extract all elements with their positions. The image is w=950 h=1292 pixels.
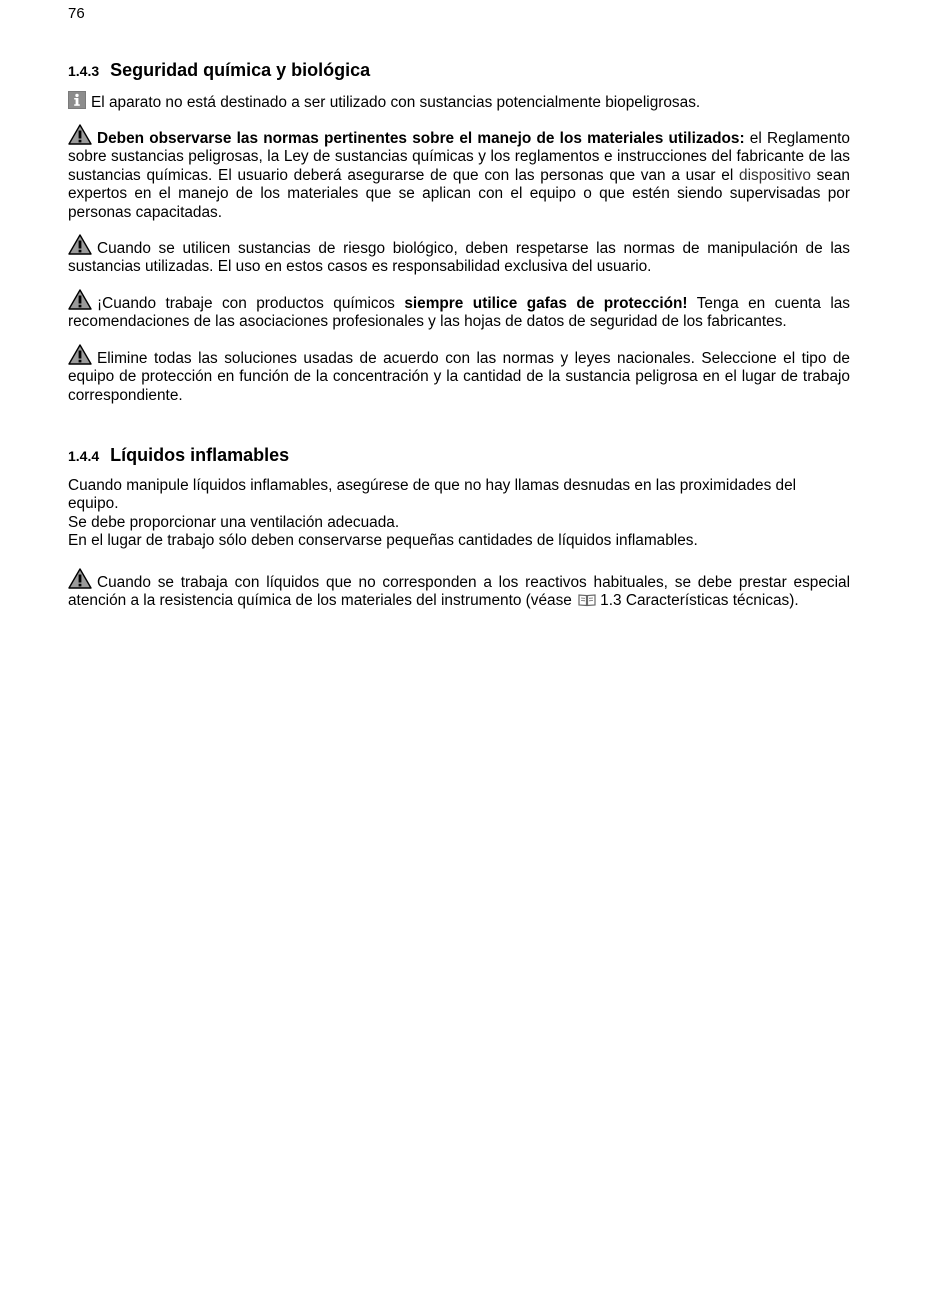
- warning-triangle-icon: [68, 234, 92, 255]
- warning-triangle-icon: [68, 568, 92, 589]
- book-icon: [578, 593, 596, 612]
- warning-paragraph: [68, 289, 850, 332]
- warning-text-a: el Reglamento sobre sustancias peligrosas, la Ley de sustancias químicas y los reglamentos e instrucciones del fabricante de las sustancias químicas. El usuario deberá asegurarse de que con las personas que van a usar el: [68, 130, 850, 184]
- warning-triangle-icon: [68, 344, 92, 365]
- section-flammable-liquids: [68, 445, 850, 469]
- warning-text-b: sean expertos en el manejo de los materiales que se aplican con el equipo o que estén siendo supervisadas por personas capacitadas.: [68, 166, 850, 221]
- warning-text-a: Cuando se trabaja con líquidos que no corresponden a los reactivos habituales, se debe prestar especial atención a la resistencia química de los materiales del instrumento (véase: [68, 574, 850, 610]
- info-icon: [68, 91, 86, 109]
- warning-bold-text: siempre utilice gafas de protección!: [404, 295, 688, 312]
- section-title: Seguridad química y biológica: [110, 60, 371, 80]
- body-line: Cuando manipule líquidos inflamables, asegúrese de que no hay llamas desnudas en las proximidades del equipo.: [68, 477, 797, 513]
- page-number: 76: [68, 5, 85, 22]
- warning-text-device: dispositivo: [739, 166, 811, 184]
- body-line: En el lugar de trabajo sólo deben conservarse pequeñas cantidades de líquidos inflamables.: [68, 532, 698, 550]
- warning-paragraph: [68, 344, 850, 405]
- warning-triangle-icon: [68, 124, 92, 145]
- section-number: 1.4.4: [68, 448, 100, 464]
- warning-note-biohazard: [68, 234, 850, 277]
- warning-text-a: ¡Cuando trabaje con productos químicos: [97, 295, 405, 312]
- info-note: [68, 91, 850, 112]
- section-title: Líquidos inflamables: [110, 445, 290, 465]
- info-text: El aparato no está destinado a ser utilizado con sustancias potencialmente biopeligrosas.: [91, 94, 701, 111]
- reference-link: 1.3 Características técnicas).: [600, 592, 799, 610]
- warning-paragraph: [68, 568, 850, 613]
- section-heading: [68, 60, 850, 84]
- info-paragraph: [68, 91, 850, 112]
- warning-text: Cuando se utilicen sustancias de riesgo biológico, deben respetarse las normas de manipulación de las sustancias utilizadas. El uso en estos casos es responsabilidad exclusiva del usuario.: [68, 240, 850, 276]
- body-line: Se debe proporcionar una ventilación adecuada.: [68, 513, 400, 531]
- warning-note-chemical-resistance: [68, 568, 850, 613]
- warning-bold-text: Deben observarse las normas pertinentes sobre el manejo de los materiales utilizados:: [97, 130, 745, 147]
- section-heading: [68, 445, 850, 469]
- warning-text: Elimine todas las soluciones usadas de acuerdo con las normas y leyes nacionales. Seleccione el tipo de equipo de protección en función de la concentración y la cantidad de la sustancia peligrosa en el lugar de trabajo correspondiente.: [68, 350, 850, 404]
- warning-paragraph: [68, 234, 850, 277]
- warning-note-goggles: [68, 289, 850, 332]
- flammable-body: [68, 477, 850, 551]
- section-chemical-biological-safety: [68, 60, 850, 84]
- warning-triangle-icon: [68, 289, 92, 310]
- warning-note-regulations: [68, 124, 850, 222]
- warning-paragraph: [68, 124, 850, 222]
- warning-note-disposal: [68, 344, 850, 405]
- warning-text-b: Tenga en cuenta las recomendaciones de las asociaciones profesionales y las hojas de datos de seguridad de los fabricantes.: [68, 295, 850, 331]
- section-number: 1.4.3: [68, 63, 100, 79]
